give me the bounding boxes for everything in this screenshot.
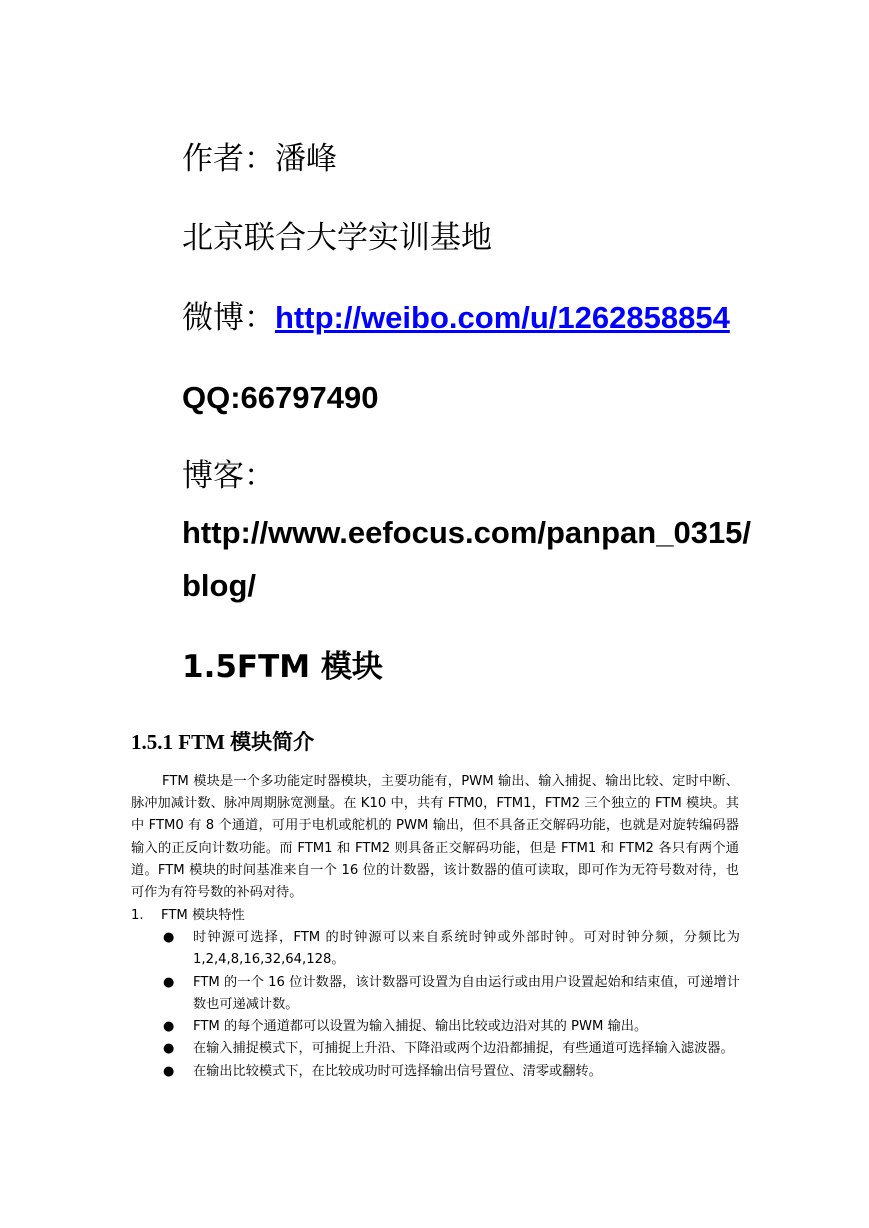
blog-url-line-2: blog/ <box>182 568 257 603</box>
list-item-text: FTM 的一个 16 位计数器，该计数器可设置为自由运行或由用户设置起始和结束值，可递增计数也可递减计数。 <box>193 974 740 1012</box>
list-item-text: 在输入捕捉模式下，可捕捉上升沿、下降沿或两个边沿都捕捉，有些通道可选择输入滤波器。 <box>193 1041 734 1057</box>
list-item <box>163 1061 740 1083</box>
bullet-icon: ● <box>163 1041 175 1057</box>
subsection-title: 1.5.1 FTM 模块简介 <box>131 730 315 754</box>
intro-paragraph: FTM 模块是一个多功能定时器模块，主要功能有，PWM 输出、输入捕捉、输出比较、定时中断、脉冲加减计数、脉冲周期脉宽测量。在 K10 中，共有 FTM0，FTM1，FTM2 三个独立的 FTM 模块。其中 FTM0 有 8 个通道，可用于电机或舵机的 PWM 输出，但不具备正交解码功能，也就是对旋转编码器输入的正反向计数功能。而 FTM1 和 FTM2 则具备正交解码功能，但是 FTM1 和 FTM2 各只有两个通道。FTM 模块的时间基准来自一个 16 位的计数器，该计数器的值可读取，即可作为无符号数对待，也可作为有符号数的补码对待。 <box>131 774 739 901</box>
list-item <box>163 1016 740 1038</box>
weibo-line <box>182 298 730 338</box>
list-item <box>163 927 740 972</box>
feature-bullet-list <box>163 927 740 1083</box>
section-title: 1.5FTM 模块 <box>182 649 383 685</box>
feature-list-heading <box>131 905 245 927</box>
list-number: 1. <box>131 908 144 923</box>
bullet-icon: ● <box>163 974 175 990</box>
organization-line: 北京联合大学实训基地 <box>182 220 492 256</box>
blog-label: 博客： <box>182 458 275 494</box>
list-item <box>163 1038 740 1060</box>
list-item-text: FTM 的每个通道都可以设置为输入捕捉、输出比较或边沿对其的 PWM 输出。 <box>193 1019 648 1035</box>
list-item-text: 在输出比较模式下，在比较成功时可选择输出信号置位、清零或翻转。 <box>193 1063 602 1079</box>
weibo-label: 微博： <box>182 300 275 336</box>
bullet-icon: ● <box>163 1019 175 1035</box>
list-item <box>163 972 740 1017</box>
list-item-text: 时钟源可选择，FTM 的时钟源可以来自系统时钟或外部时钟。可对时钟分频，分频比为 1,2,4,8,16,32,64,128。 <box>193 930 740 968</box>
blog-url-line-1: http://www.eefocus.com/panpan_0315/ <box>182 515 752 550</box>
bullet-icon: ● <box>163 1063 175 1079</box>
qq-line: QQ:66797490 <box>182 380 379 415</box>
bullet-icon: ● <box>163 930 175 945</box>
author-line: 作者：潘峰 <box>182 141 337 177</box>
list-label: FTM 模块特性 <box>161 908 245 923</box>
weibo-link[interactable]: http://weibo.com/u/1262858854 <box>275 300 730 335</box>
